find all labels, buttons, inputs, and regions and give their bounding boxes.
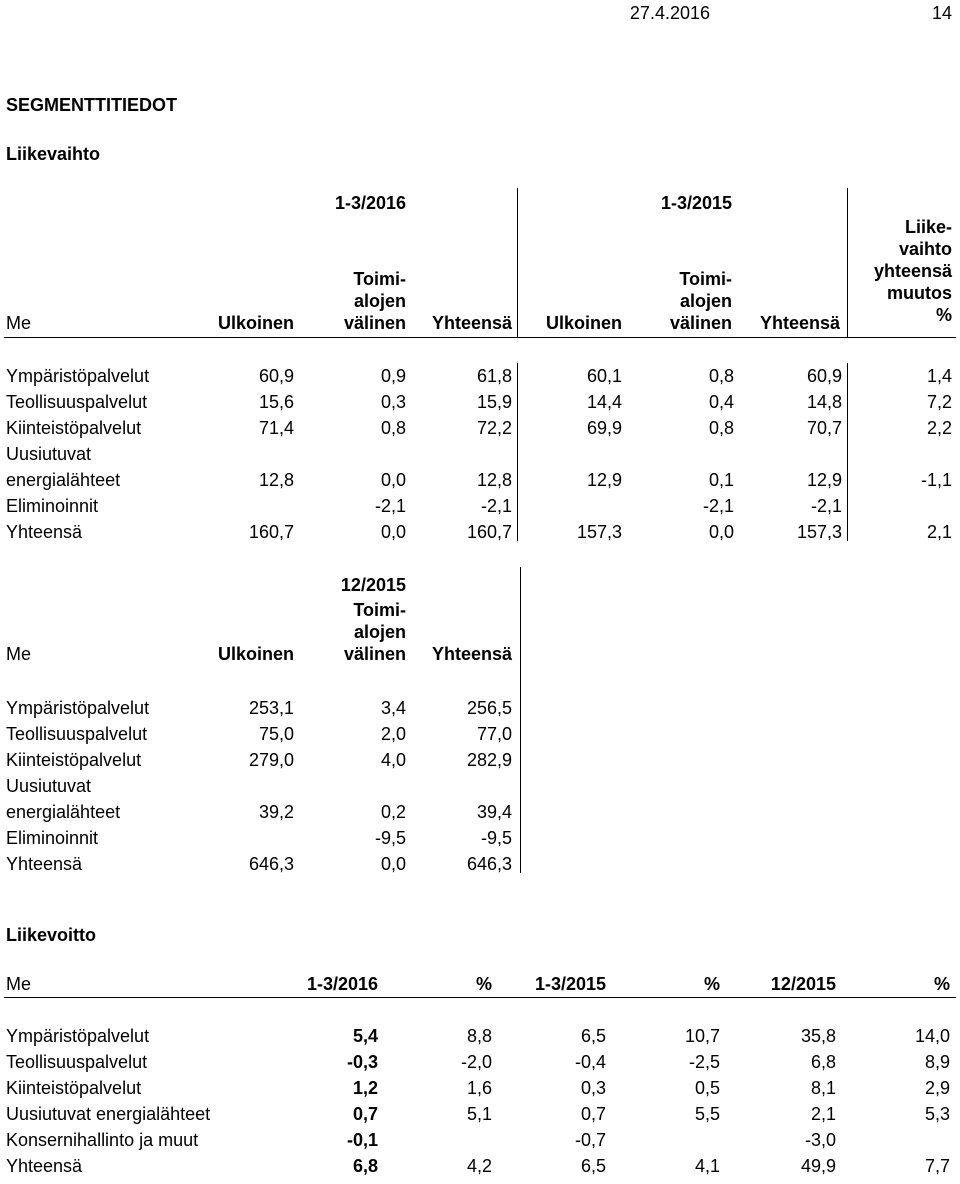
cell-int16: 0,9 bbox=[380, 366, 406, 386]
cell-v16: 6,8 bbox=[352, 1156, 378, 1176]
col-internal-2016-header: Toimi- alojen välinen bbox=[343, 269, 406, 333]
cell-p16: 5,1 bbox=[466, 1104, 492, 1124]
cell-v16: 1,2 bbox=[352, 1078, 378, 1098]
table-row bbox=[6, 773, 512, 799]
cell-ext: 646,3 bbox=[248, 854, 294, 874]
row-label: Kiinteistöpalvelut bbox=[6, 1078, 142, 1098]
operating-profit-title: Liikevoitto bbox=[6, 925, 97, 945]
revenue-data-table bbox=[6, 363, 952, 545]
op-col-2015-header: 1-3/2015 bbox=[534, 974, 606, 994]
cell-p12 bbox=[836, 1127, 950, 1153]
cell-v12: -3,0 bbox=[804, 1130, 836, 1150]
table-row bbox=[6, 363, 952, 389]
table-row bbox=[6, 1075, 950, 1101]
cell-tot: 39,4 bbox=[476, 802, 512, 822]
row-label: Teollisuuspalvelut bbox=[6, 1052, 148, 1072]
cell-v15: 6,5 bbox=[580, 1156, 606, 1176]
row-label: Yhteensä bbox=[6, 1156, 83, 1176]
cell-v15: 6,5 bbox=[580, 1026, 606, 1046]
cell-ext15: 60,1 bbox=[586, 366, 622, 386]
op-header-rule bbox=[4, 997, 956, 998]
cell-int15: 0,8 bbox=[708, 366, 734, 386]
cell-tot15: 157,3 bbox=[796, 522, 842, 542]
cell-p15: -2,5 bbox=[688, 1052, 720, 1072]
table-row bbox=[6, 747, 512, 773]
cell-int15: 0,8 bbox=[708, 418, 734, 438]
cell-v16: -0,3 bbox=[346, 1052, 378, 1072]
col-total-2015-header: Yhteensä bbox=[759, 313, 840, 333]
cell-tot15: -2,1 bbox=[810, 496, 842, 516]
cell-v12: 35,8 bbox=[800, 1026, 836, 1046]
cell-v12: 2,1 bbox=[810, 1104, 836, 1124]
cell-int15: 0,4 bbox=[708, 392, 734, 412]
cell-int16: -2,1 bbox=[374, 496, 406, 516]
header-rule bbox=[4, 337, 956, 338]
table-row bbox=[6, 1049, 950, 1075]
table-row bbox=[6, 1101, 950, 1127]
cell-p16: 1,6 bbox=[466, 1078, 492, 1098]
cell-tot16: 72,2 bbox=[476, 418, 512, 438]
cell-chg: 1,4 bbox=[926, 366, 952, 386]
cell-tot15: 70,7 bbox=[806, 418, 842, 438]
separator-line-12-2015 bbox=[520, 567, 521, 873]
table-row bbox=[6, 441, 952, 467]
op-col-pct3-header: % bbox=[933, 974, 950, 994]
cell-v16: 5,4 bbox=[352, 1026, 378, 1046]
table-row bbox=[6, 1153, 950, 1179]
cell-ext bbox=[186, 825, 294, 851]
row-label: Kiinteistöpalvelut bbox=[6, 418, 142, 438]
header-date: 27.4.2016 bbox=[629, 3, 710, 23]
col-total-2016-header: Yhteensä bbox=[431, 313, 512, 333]
cell-ext: 253,1 bbox=[248, 698, 294, 718]
period-12-2015-header: 12/2015 bbox=[340, 575, 406, 595]
cell-tot16: 61,8 bbox=[476, 366, 512, 386]
cell-p15: 5,5 bbox=[694, 1104, 720, 1124]
cell-ext: 75,0 bbox=[258, 724, 294, 744]
cell-v16: -0,1 bbox=[346, 1130, 378, 1150]
cell-tot15: 60,9 bbox=[806, 366, 842, 386]
table-row bbox=[6, 1023, 950, 1049]
cell-ext: 39,2 bbox=[258, 802, 294, 822]
col-me-header-2: Me bbox=[6, 644, 32, 664]
cell-tot16: 160,7 bbox=[466, 522, 512, 542]
col-total-header-2: Yhteensä bbox=[431, 644, 512, 664]
row-label: Konsernihallinto ja muut bbox=[6, 1130, 199, 1150]
cell-ext15: 69,9 bbox=[586, 418, 622, 438]
cell-ext16: 60,9 bbox=[258, 366, 294, 386]
cell-v12: 6,8 bbox=[810, 1052, 836, 1072]
cell-p15: 4,1 bbox=[694, 1156, 720, 1176]
row-label: Ympäristöpalvelut bbox=[6, 698, 150, 718]
row-label: energialähteet bbox=[6, 470, 121, 490]
col-me-header: Me bbox=[6, 313, 32, 333]
op-col-me-header: Me bbox=[6, 974, 32, 994]
table-row bbox=[6, 519, 952, 545]
cell-ext16: 15,6 bbox=[258, 392, 294, 412]
table-row bbox=[6, 825, 512, 851]
row-label: Kiinteistöpalvelut bbox=[6, 750, 142, 770]
row-label: Yhteensä bbox=[6, 854, 83, 874]
col-internal-2015-header: Toimi- alojen välinen bbox=[669, 269, 732, 333]
cell-int15: 0,1 bbox=[708, 470, 734, 490]
cell-p12: 2,9 bbox=[924, 1078, 950, 1098]
col-external-2015-header: Ulkoinen bbox=[545, 313, 622, 333]
cell-ext15 bbox=[512, 493, 622, 519]
table-row bbox=[6, 389, 952, 415]
cell-p16: 8,8 bbox=[466, 1026, 492, 1046]
op-col-pct1-header: % bbox=[475, 974, 492, 994]
cell-p12: 7,7 bbox=[924, 1156, 950, 1176]
row-label: Teollisuuspalvelut bbox=[6, 392, 148, 412]
cell-ext15: 157,3 bbox=[576, 522, 622, 542]
cell-p15 bbox=[606, 1127, 720, 1153]
cell-p12: 14,0 bbox=[914, 1026, 950, 1046]
cell-tot16: -2,1 bbox=[480, 496, 512, 516]
table-row bbox=[6, 799, 512, 825]
row-label: energialähteet bbox=[6, 802, 121, 822]
operating-profit-data-table bbox=[6, 1023, 950, 1179]
separator-line-2015-body bbox=[847, 363, 848, 541]
cell-int15: -2,1 bbox=[702, 496, 734, 516]
op-col-2016-header: 1-3/2016 bbox=[306, 974, 378, 994]
separator-line-2016-body bbox=[517, 363, 518, 541]
table-row bbox=[6, 467, 952, 493]
cell-int: -9,5 bbox=[374, 828, 406, 848]
row-label: Teollisuuspalvelut bbox=[6, 724, 148, 744]
op-col-pct2-header: % bbox=[703, 974, 720, 994]
row-label: Eliminoinnit bbox=[6, 828, 99, 848]
cell-v12: 8,1 bbox=[810, 1078, 836, 1098]
cell-ext15: 14,4 bbox=[586, 392, 622, 412]
table-row bbox=[6, 1127, 950, 1153]
cell-int16: 0,0 bbox=[380, 522, 406, 542]
cell-ext: 279,0 bbox=[248, 750, 294, 770]
cell-tot16: 15,9 bbox=[476, 392, 512, 412]
row-label: Ympäristöpalvelut bbox=[6, 366, 150, 386]
row-label: Ympäristöpalvelut bbox=[6, 1026, 150, 1046]
row-label: Eliminoinnit bbox=[6, 496, 99, 516]
cell-chg: -1,1 bbox=[920, 470, 952, 490]
cell-tot15: 14,8 bbox=[806, 392, 842, 412]
cell-v15: -0,7 bbox=[574, 1130, 606, 1150]
cell-p12: 5,3 bbox=[924, 1104, 950, 1124]
cell-ext16: 12,8 bbox=[258, 470, 294, 490]
table-row bbox=[6, 851, 512, 877]
col-internal-header-2: Toimi- alojen välinen bbox=[343, 600, 406, 664]
cell-v15: 0,3 bbox=[580, 1078, 606, 1098]
cell-chg: 2,2 bbox=[926, 418, 952, 438]
period-2015-header: 1-3/2015 bbox=[660, 193, 732, 213]
cell-p15: 10,7 bbox=[684, 1026, 720, 1046]
cell-chg: 7,2 bbox=[926, 392, 952, 412]
separator-line-2015 bbox=[847, 188, 848, 338]
period-2016-header: 1-3/2016 bbox=[334, 193, 406, 213]
cell-ext16 bbox=[186, 493, 294, 519]
cell-v15: 0,7 bbox=[580, 1104, 606, 1124]
cell-tot16: 12,8 bbox=[476, 470, 512, 490]
cell-chg bbox=[842, 493, 952, 519]
cell-int: 0,2 bbox=[380, 802, 406, 822]
revenue-2015-data-table bbox=[6, 695, 512, 877]
header-page-number: 14 bbox=[931, 3, 952, 23]
cell-p16: -2,0 bbox=[460, 1052, 492, 1072]
col-external-2016-header: Ulkoinen bbox=[217, 313, 294, 333]
cell-int: 4,0 bbox=[380, 750, 406, 770]
row-label: Uusiutuvat energialähteet bbox=[6, 1104, 211, 1124]
row-label: Yhteensä bbox=[6, 522, 83, 542]
cell-int15: 0,0 bbox=[708, 522, 734, 542]
section-title: SEGMENTTITIEDOT bbox=[6, 95, 177, 115]
cell-tot: 77,0 bbox=[476, 724, 512, 744]
cell-int: 0,0 bbox=[380, 854, 406, 874]
cell-tot: 646,3 bbox=[466, 854, 512, 874]
cell-ext16: 71,4 bbox=[258, 418, 294, 438]
op-col-12-2015-header: 12/2015 bbox=[770, 974, 836, 994]
col-change-header: Liike- vaihto yhteensä muutos % bbox=[873, 217, 952, 325]
cell-int16: 0,0 bbox=[380, 470, 406, 490]
row-label: Uusiutuvat bbox=[6, 444, 92, 464]
cell-tot15: 12,9 bbox=[806, 470, 842, 490]
cell-chg: 2,1 bbox=[926, 522, 952, 542]
cell-int16: 0,3 bbox=[380, 392, 406, 412]
cell-v15: -0,4 bbox=[574, 1052, 606, 1072]
cell-ext15: 12,9 bbox=[586, 470, 622, 490]
cell-int: 3,4 bbox=[380, 698, 406, 718]
cell-tot: -9,5 bbox=[480, 828, 512, 848]
cell-p15: 0,5 bbox=[694, 1078, 720, 1098]
cell-v16: 0,7 bbox=[352, 1104, 378, 1124]
table-row bbox=[6, 721, 512, 747]
revenue-title: Liikevaihto bbox=[6, 144, 101, 164]
table-row bbox=[6, 415, 952, 441]
row-label: Uusiutuvat bbox=[6, 776, 92, 796]
table-row bbox=[6, 493, 952, 519]
table-row bbox=[6, 695, 512, 721]
cell-v12: 49,9 bbox=[800, 1156, 836, 1176]
col-external-header-2: Ulkoinen bbox=[217, 644, 294, 664]
cell-int: 2,0 bbox=[380, 724, 406, 744]
cell-tot: 282,9 bbox=[466, 750, 512, 770]
cell-ext16: 160,7 bbox=[248, 522, 294, 542]
cell-int16: 0,8 bbox=[380, 418, 406, 438]
cell-p12: 8,9 bbox=[924, 1052, 950, 1072]
cell-p16: 4,2 bbox=[466, 1156, 492, 1176]
cell-p16 bbox=[378, 1127, 492, 1153]
cell-tot: 256,5 bbox=[466, 698, 512, 718]
